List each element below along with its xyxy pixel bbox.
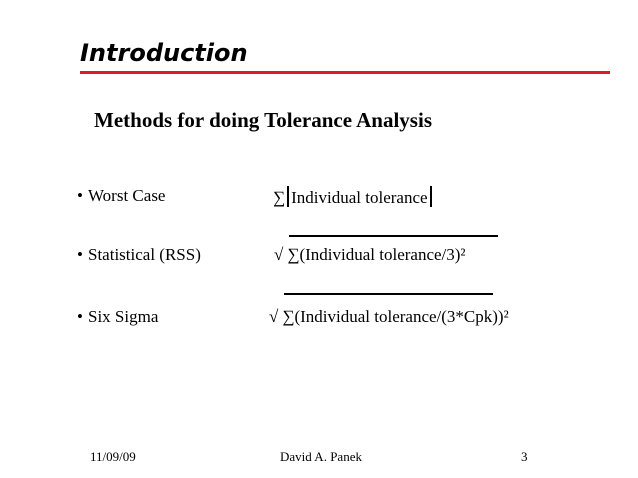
slide-subtitle: Methods for doing Tolerance Analysis [94, 108, 432, 132]
method-row-statistical-rss [77, 245, 201, 265]
formula-statistical-rss [274, 245, 466, 265]
bullet-icon: • [77, 245, 83, 264]
footer-page-number: 3 [521, 449, 528, 464]
formula-worst-case [273, 186, 434, 208]
sqrt-symbol: √ [269, 307, 279, 326]
sqrt-vinculum-rss [289, 235, 498, 237]
method-row-worst-case [77, 186, 165, 206]
sqrt-symbol: √ [274, 245, 284, 264]
formula-expression: ∑(Individual tolerance/(3*Cpk))² [282, 307, 509, 326]
footer-author: David A. Panek [280, 449, 362, 464]
method-name: Six Sigma [88, 307, 159, 326]
bullet-icon: • [77, 307, 83, 326]
slide-title: Introduction [80, 39, 248, 67]
formula-expression: Individual tolerance [291, 188, 428, 207]
formula-six-sigma [269, 307, 509, 327]
abs-bar-left [287, 186, 289, 207]
title-underline [80, 71, 610, 74]
abs-bar-right [430, 186, 432, 207]
sum-symbol: ∑ [273, 188, 286, 207]
method-name: Statistical (RSS) [88, 245, 201, 264]
sqrt-vinculum-six-sigma [284, 293, 493, 295]
method-row-six-sigma [77, 307, 158, 327]
footer-date: 11/09/09 [90, 449, 136, 464]
bullet-icon: • [77, 186, 83, 205]
formula-expression: ∑(Individual tolerance/3)² [287, 245, 466, 264]
method-name: Worst Case [88, 186, 166, 205]
